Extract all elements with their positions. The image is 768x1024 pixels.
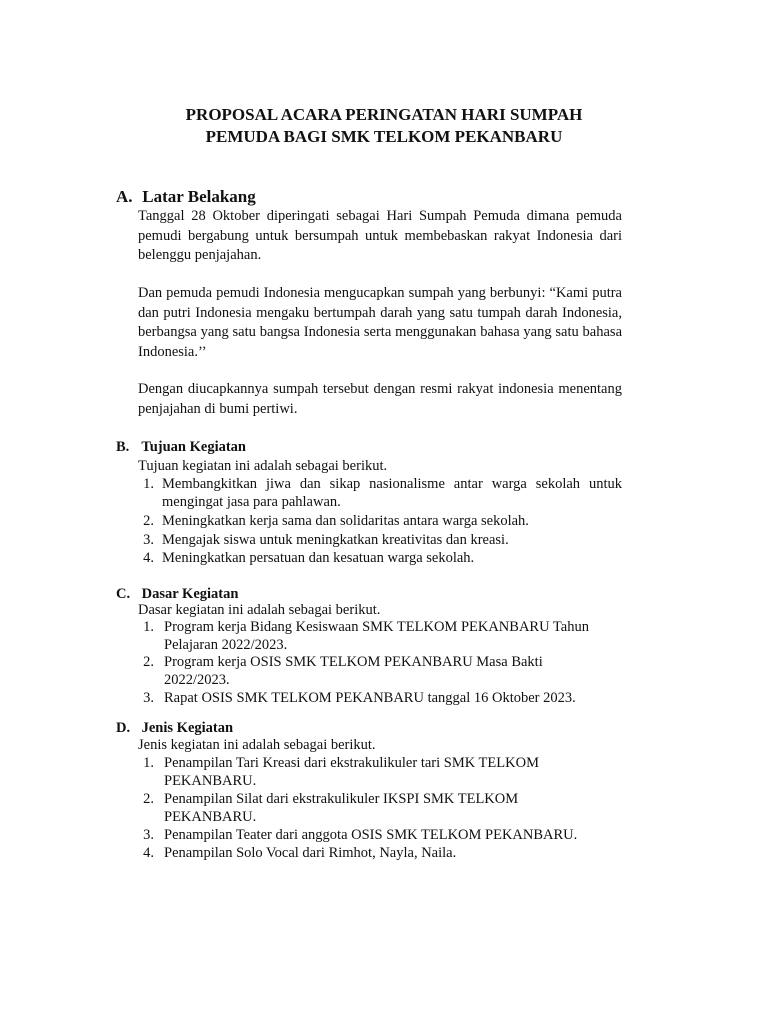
list-item-text: Membangkitkan jiwa dan sikap nasionalisme antar warga sekolah untuk mengingat jasa para pahlawan. xyxy=(162,476,622,510)
list-item xyxy=(134,654,622,689)
section-d-title: Jenis Kegiatan xyxy=(141,720,234,736)
list-item-number: 4. xyxy=(143,844,154,861)
list-item-number: 2. xyxy=(143,654,154,670)
list-item-number: 3. xyxy=(143,690,154,706)
list-item-number: 1. xyxy=(143,755,154,771)
section-b-intro: Tujuan kegiatan ini adalah sebagai berikut. xyxy=(138,458,388,474)
list-item-number: 2. xyxy=(143,791,154,807)
section-a-title: Latar Belakang xyxy=(142,187,256,206)
document-title xyxy=(0,104,768,148)
list-item-number: 4. xyxy=(143,550,154,566)
list-item-line: Penampilan Solo Vocal dari Rimhot, Nayla, Naila. xyxy=(164,844,457,861)
list-item-line: Penampilan Silat dari ekstrakulikuler IKSPI SMK TELKOM xyxy=(164,791,519,807)
list-item-line: Penampilan Teater dari anggota OSIS SMK TELKOM PEKANBARU. xyxy=(164,827,578,843)
section-c-letter: C. xyxy=(116,586,131,602)
section-a-paragraph-1: Tanggal 28 Oktober diperingati sebagai Hari Sumpah Pemuda dimana pemuda pemudi bergabung untuk bersumpah untuk membebaskan rakyat Indonesia dari belenggu penjajahan. xyxy=(138,208,622,263)
section-d-list xyxy=(134,755,622,862)
list-item xyxy=(134,791,622,826)
list-item-text xyxy=(164,690,622,708)
list-item-line: Program kerja Bidang Kesiswaan SMK TELKOM PEKANBARU Tahun xyxy=(164,619,589,635)
section-d-letter: D. xyxy=(116,720,131,736)
list-item xyxy=(134,476,622,511)
section-b-list xyxy=(134,476,622,569)
list-item xyxy=(134,690,622,708)
section-d-intro: Jenis kegiatan ini adalah sebagai berikut. xyxy=(138,737,376,753)
list-item-text xyxy=(164,827,622,845)
list-item-text: Meningkatkan kerja sama dan solidaritas antara warga sekolah. xyxy=(162,513,529,529)
list-item-line: PEKANBARU. xyxy=(164,772,257,789)
list-item-number: 2. xyxy=(143,513,154,529)
section-c-intro: Dasar kegiatan ini adalah sebagai berikut. xyxy=(138,602,381,618)
list-item xyxy=(134,827,622,845)
list-item-line: PEKANBARU. xyxy=(164,808,257,825)
list-item-line: Program kerja OSIS SMK TELKOM PEKANBARU Masa Bakti xyxy=(164,654,543,670)
title-line-1: PROPOSAL ACARA PERINGATAN HARI SUMPAH xyxy=(185,105,583,124)
section-c-list xyxy=(134,619,622,708)
list-item xyxy=(134,532,622,550)
list-item-text xyxy=(164,619,622,654)
section-b-heading xyxy=(116,438,246,456)
list-item-line: Penampilan Tari Kreasi dari ekstrakulikuler tari SMK TELKOM xyxy=(164,755,539,771)
section-b-title: Tujuan Kegiatan xyxy=(141,439,246,455)
section-a-letter: A. xyxy=(116,187,133,206)
section-d-heading xyxy=(116,719,233,737)
list-item-text xyxy=(164,755,622,790)
list-item-text xyxy=(164,845,622,863)
list-item xyxy=(134,513,622,531)
list-item-number: 1. xyxy=(143,619,154,635)
list-item-line: Pelajaran 2022/2023. xyxy=(164,636,288,653)
list-item-line: Rapat OSIS SMK TELKOM PEKANBARU tanggal 16 Oktober 2023. xyxy=(164,690,576,706)
section-a-paragraph-3: Dengan diucapkannya sumpah tersebut dengan resmi rakyat indonesia menentang penjajahan di bumi pertiwi. xyxy=(138,381,622,417)
section-b-letter: B. xyxy=(116,439,130,455)
list-item-text xyxy=(164,791,622,826)
list-item xyxy=(134,845,622,863)
list-item-number: 1. xyxy=(143,476,154,492)
list-item-number: 3. xyxy=(143,827,154,843)
list-item-number: 3. xyxy=(143,531,154,548)
list-item-text: Meningkatkan persatuan dan kesatuan warga sekolah. xyxy=(162,550,475,566)
list-item-text: Mengajak siswa untuk meningkatkan kreativitas dan kreasi. xyxy=(162,531,509,548)
list-item-line: 2022/2023. xyxy=(164,671,230,688)
list-item xyxy=(134,619,622,654)
section-a-paragraph-2: Dan pemuda pemudi Indonesia mengucapkan sumpah yang berbunyi: “Kami putra dan putri Indonesia mengaku bertumpah darah yang satu tumpah darah Indonesia, berbangsa yang satu bangsa Indonesia serta menggunakan bahasa yang satu bahasa Indonesia.’’ xyxy=(138,285,622,360)
list-item-text xyxy=(164,654,622,689)
section-c-title: Dasar Kegiatan xyxy=(141,586,239,602)
list-item xyxy=(134,550,622,568)
list-item xyxy=(134,755,622,790)
section-a-heading xyxy=(116,186,256,208)
title-line-2: PEMUDA BAGI SMK TELKOM PEKANBARU xyxy=(205,127,563,146)
